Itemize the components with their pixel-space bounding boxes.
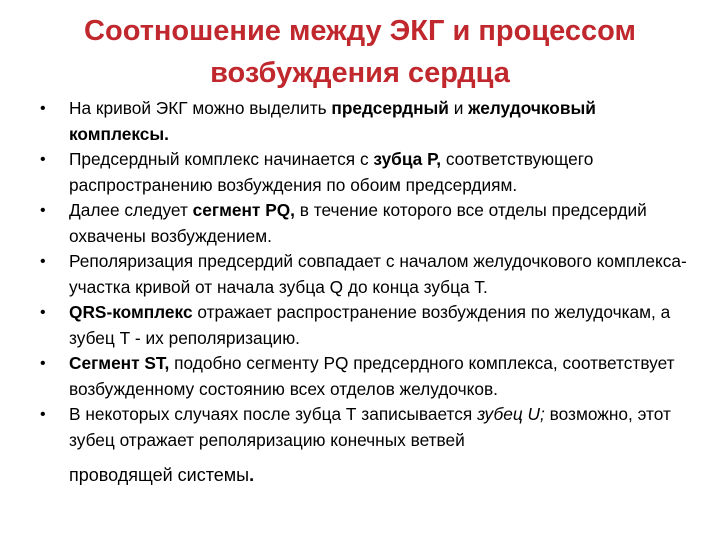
bullet-item-u-wave: [40, 402, 700, 489]
bullet-text: отражает распространение возбуждения по желудочкам, а зубец Т - их реполяризацию.: [69, 302, 671, 348]
bullet-last-line: [69, 463, 700, 489]
bullet-bold-text: Сегмент ST,: [69, 353, 170, 373]
bullet-text: проводящей системы: [69, 465, 250, 485]
bullet-marker: •: [40, 202, 46, 219]
bullet-marker: •: [40, 355, 46, 372]
slide-title: [20, 10, 700, 94]
bullet-italic-text: зубец U;: [477, 404, 545, 424]
bullet-item-pq-segment: [40, 198, 700, 249]
bullet-bold-text: сегмент PQ,: [192, 200, 295, 220]
bullet-item-atrial-ventricular-complexes: [40, 96, 700, 147]
bullet-text: Далее следует: [69, 200, 193, 220]
bullet-final-period: .: [249, 465, 255, 485]
bullet-marker: •: [40, 100, 46, 117]
bullet-bold-text: предсердный: [331, 98, 449, 118]
bullet-text: Предсердный комплекс начинается с: [69, 149, 374, 169]
bullet-text: и: [448, 98, 469, 118]
bullet-bold-text: зубца Р,: [373, 149, 442, 169]
bullet-text: в течение которого все отделы предсердий охвачены возбуждением.: [69, 200, 647, 246]
bullet-marker: •: [40, 304, 46, 321]
bullet-list: [40, 96, 700, 489]
bullet-bold-text: QRS-комплекс: [69, 302, 193, 322]
bullet-text: подобно сегменту PQ предсердного комплекса, соответствует возбужденному состоянию всех отделов желудочков.: [69, 353, 675, 399]
bullet-text: На кривой ЭКГ можно выделить: [69, 98, 332, 118]
bullet-text: возможно, этот зубец отражает реполяризацию конечных ветвей: [69, 404, 671, 450]
title-line-1: Соотношение между ЭКГ и процессом: [84, 15, 636, 47]
bullet-item-p-wave: [40, 147, 700, 198]
bullet-item-st-segment: [40, 351, 700, 402]
bullet-text: Реполяризация предсердий совпадает с началом желудочкового комплекса-участка кривой от начала зубца Q до конца зубца Т.: [69, 251, 687, 297]
bullet-text: В некоторых случаях после зубца Т записывается: [69, 404, 478, 424]
bullet-item-atrial-repolarization: [40, 249, 700, 300]
bullet-text: соответствующего распространению возбуждения по обоим предсердиям.: [69, 149, 594, 195]
bullet-bold-text: желудочковый комплексы.: [69, 98, 596, 144]
bullet-marker: •: [40, 406, 46, 423]
title-line-2: возбуждения сердца: [210, 57, 510, 89]
bullet-marker: •: [40, 151, 46, 168]
bullet-marker: •: [40, 253, 46, 270]
bullet-item-qrs-complex: [40, 300, 700, 351]
